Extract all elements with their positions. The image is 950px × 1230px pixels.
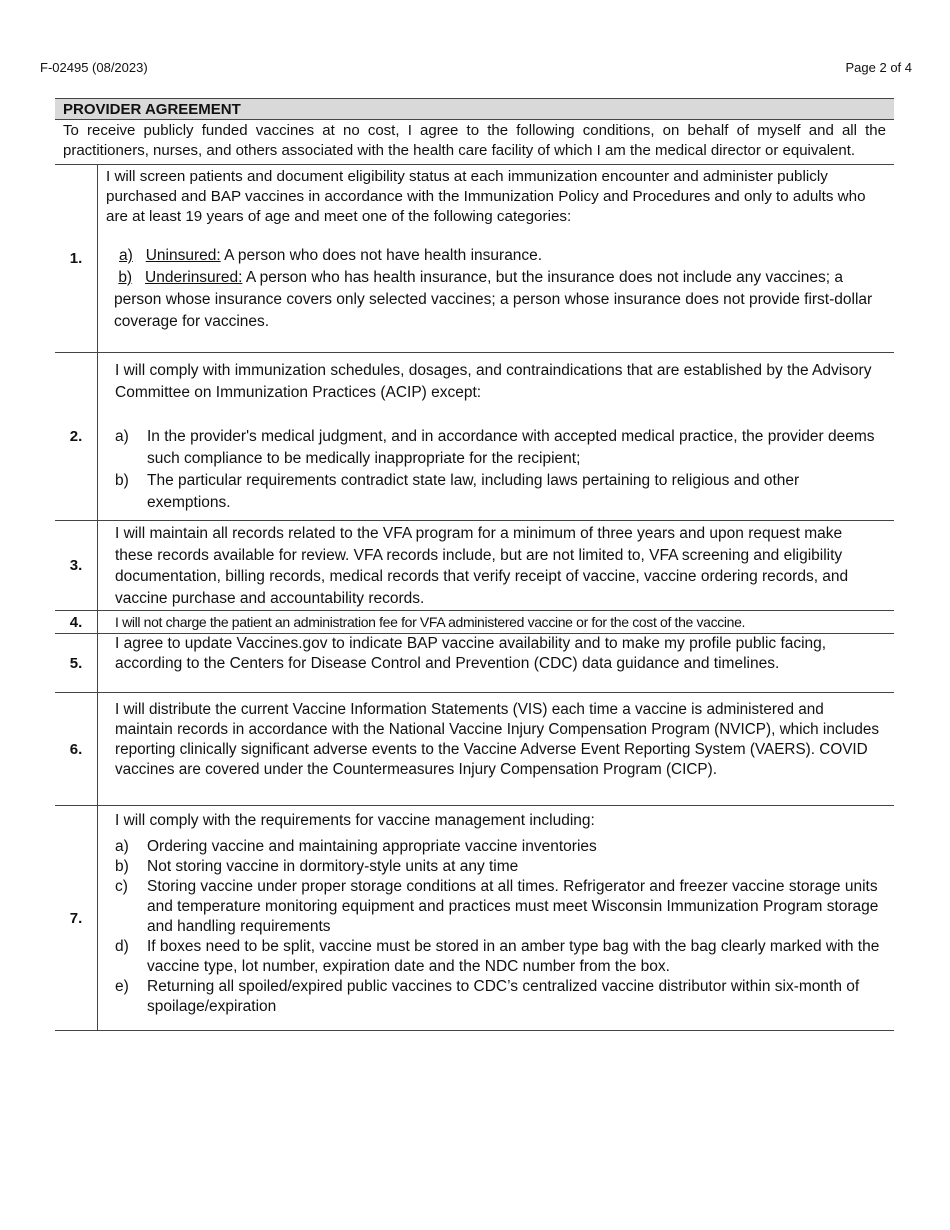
sub-item-d: d) If boxes need to be split, vaccine must be stored in an amber type bag with the bag clearly marked with the vaccine type, lot number, expiration date and the NDC number from the box.: [115, 938, 880, 975]
sub-item-e: e) Returning all spoiled/expired public vaccines to CDC’s centralized vaccine distributor within six-month of spoilage/expiration: [115, 978, 860, 1015]
sub-letter: a): [119, 247, 133, 264]
item-number: 5.: [55, 634, 98, 692]
item-body: [98, 165, 894, 352]
item-body: [98, 806, 894, 1030]
sub-item-a: a) In the provider's medical judgment, and in accordance with accepted medical practice, the provider deems such compliance to be medically inappropriate for the recipient;: [115, 428, 875, 467]
item-number: 4.: [55, 611, 98, 633]
item-number: 2.: [55, 353, 98, 520]
item-text: I agree to update Vaccines.gov to indicate BAP vaccine availability and to make my profile public facing, according to the Centers for Disease Control and Prevention (CDC) data guidance and timelines.: [115, 635, 827, 672]
item-text: I will not charge the patient an administration fee for VFA administered vaccine or for the cost of the vaccine.: [115, 614, 746, 630]
sub-list: [115, 426, 884, 514]
form-id: F-02495 (08/2023): [40, 60, 148, 75]
item-number: 7.: [55, 806, 98, 1030]
intro-text: To receive publicly funded vaccines at no cost, I agree to the following conditions, on behalf of myself and all the practitioners, nurses, and others associated with the health care facility of which I am the medical director or equivalent.: [55, 120, 894, 165]
item-text: I will comply with the requirements for vaccine management including:: [115, 812, 595, 829]
agreement-item-5: [55, 634, 894, 693]
sub-text: A person who has health insurance, but the insurance does not include any vaccines; a person whose insurance covers only selected vaccines; a person whose insurance does not provide first-dollar coverage for vaccines.: [114, 269, 873, 330]
agreement-item-2: [55, 353, 894, 521]
agreement-item-6: [55, 693, 894, 806]
item-body: [98, 521, 894, 610]
item-text: I will distribute the current Vaccine Information Statements (VIS) each time a vaccine is administered and maintain records in accordance with the National Vaccine Injury Compensation Program (NVICP), which includes reporting clinically significant adverse events to the Vaccine Adverse Event Reporting System (VAERS). COVID vaccines are covered under the Countermeasures Injury Compensation Program (CICP).: [115, 701, 880, 778]
sub-item-a: a) Ordering vaccine and maintaining appropriate vaccine inventories: [115, 838, 597, 855]
item-text: I will comply with immunization schedules, dosages, and contraindications that are established by the Advisory Committee on Immunization Practices (ACIP) except:: [115, 362, 872, 401]
term-uninsured: Uninsured:: [145, 247, 221, 264]
item-number: 3.: [55, 521, 98, 610]
sub-item-b: b) Not storing vaccine in dormitory-style units at any time: [115, 858, 519, 875]
sub-item-a: [106, 245, 884, 267]
sub-item-c: c) Storing vaccine under proper storage conditions at all times. Refrigerator and freezer vaccine storage units and temperature monitoring equipment and practices must meet Wisconsin Immunization Program storage and handling requirements: [115, 878, 879, 935]
sub-list: [115, 837, 884, 1017]
agreement-item-7: [55, 806, 894, 1031]
item-number: 1.: [55, 165, 98, 352]
sub-item-b: [106, 267, 884, 333]
item-body: [98, 353, 894, 520]
term-underinsured: Underinsured:: [145, 269, 243, 286]
provider-agreement-table: [55, 98, 894, 1031]
sub-text: A person who does not have health insurance.: [220, 247, 543, 264]
item-body: [98, 634, 894, 692]
item-text: I will screen patients and document eligibility status at each immunization encounter and administer publicly purchased and BAP vaccines in accordance with the Immunization Policy and Procedures and only to adults who are at least 19 years of age and meet one of the following categories:: [106, 168, 866, 225]
item-body: [98, 693, 894, 805]
agreement-item-3: [55, 521, 894, 611]
sub-item-b: b) The particular requirements contradict state law, including laws pertaining to religious and other exemptions.: [115, 472, 800, 511]
item-body: [98, 611, 894, 633]
section-title: PROVIDER AGREEMENT: [55, 98, 894, 120]
page-number: Page 2 of 4: [845, 60, 912, 75]
agreement-item-4: [55, 611, 894, 634]
sub-letter: b): [118, 269, 133, 286]
agreement-item-1: [55, 165, 894, 353]
item-text: I will maintain all records related to the VFA program for a minimum of three years and upon request make these records available for review. VFA records include, but are not limited to, VFA screening and eligibility documentation, billing records, medical records that verify receipt of vaccine, vaccine ordering records, and vaccine purchase and accountability records.: [115, 525, 849, 607]
item-number: 6.: [55, 693, 98, 805]
